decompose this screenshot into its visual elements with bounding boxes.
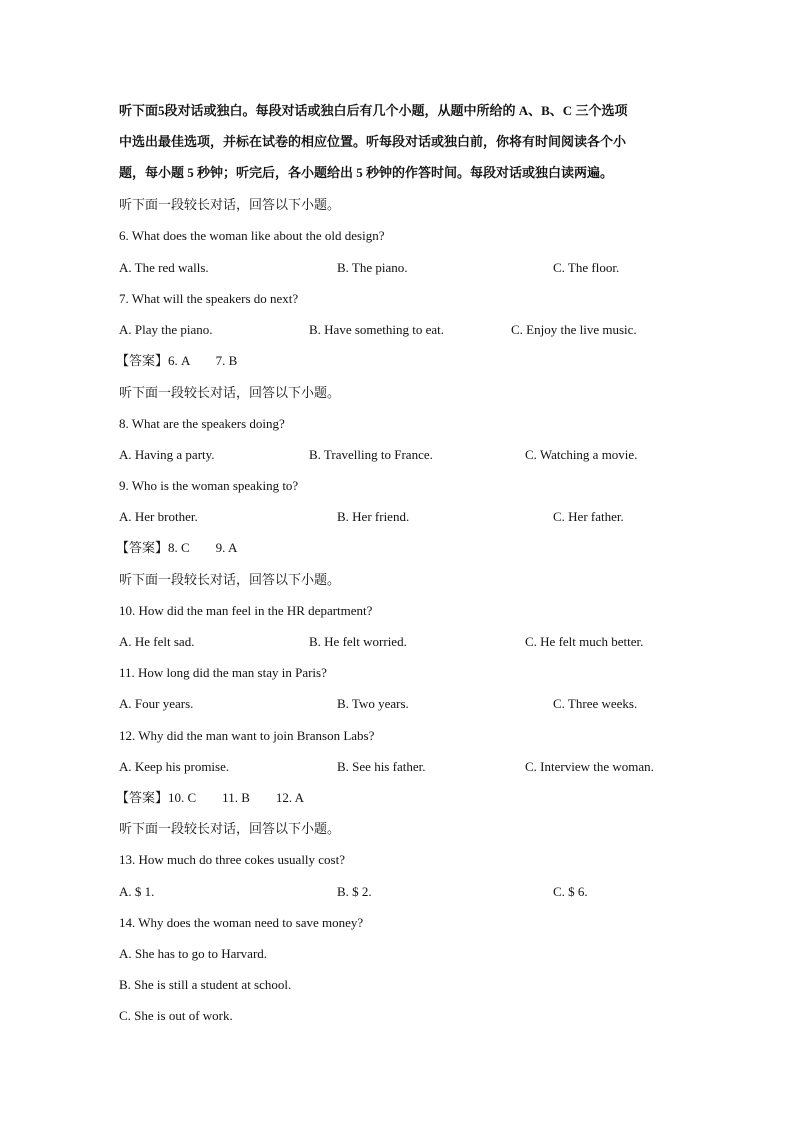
section-2-intro: 听下面一段较长对话，回答以下小题。 xyxy=(119,385,341,400)
question-6-option-b: B. The piano. xyxy=(337,260,408,275)
question-11-option-c: C. Three weeks. xyxy=(553,696,638,711)
question-9-option-a: A. Her brother. xyxy=(119,509,198,524)
question-7-option-c: C. Enjoy the live music. xyxy=(511,322,637,337)
section-3-answer: 【答案】10. C 11. B 12. A xyxy=(116,790,305,805)
question-13-option-c: C. $ 6. xyxy=(553,884,588,899)
question-12-option-b: B. See his father. xyxy=(337,759,426,774)
question-9-option-b: B. Her friend. xyxy=(337,509,410,524)
question-10-stem: 10. How did the man feel in the HR department? xyxy=(119,603,373,618)
question-11-option-a: A. Four years. xyxy=(119,696,194,711)
question-7-stem: 7. What will the speakers do next? xyxy=(119,291,299,306)
question-14-option-a: A. She has to go to Harvard. xyxy=(119,946,268,961)
instructions-line-3: 题，每小题 5 秒钟；听完后，各小题给出 5 秒钟的作答时间。每段对话或独白读两遍。 xyxy=(119,165,614,180)
section-1-intro: 听下面一段较长对话，回答以下小题。 xyxy=(119,197,341,212)
question-9-option-c: C. Her father. xyxy=(553,509,624,524)
question-8-option-b: B. Travelling to France. xyxy=(309,447,433,462)
question-9-stem: 9. Who is the woman speaking to? xyxy=(119,478,299,493)
question-10-option-b: B. He felt worried. xyxy=(309,634,407,649)
question-6-option-c: C. The floor. xyxy=(553,260,620,275)
question-6-option-a: A. The red walls. xyxy=(119,260,209,275)
question-12-option-c: C. Interview the woman. xyxy=(525,759,654,774)
instructions-line-1: 听下面5段对话或独白。每段对话或独白后有几个小题，从题中所给的 A、B、C 三个选项 xyxy=(119,103,628,118)
question-11-option-b: B. Two years. xyxy=(337,696,409,711)
question-12-option-a: A. Keep his promise. xyxy=(119,759,230,774)
question-8-option-c: C. Watching a movie. xyxy=(525,447,638,462)
question-6-stem: 6. What does the woman like about the old design? xyxy=(119,228,385,243)
question-10-option-c: C. He felt much better. xyxy=(525,634,644,649)
question-8-option-a: A. Having a party. xyxy=(119,447,215,462)
question-10-option-a: A. He felt sad. xyxy=(119,634,195,649)
question-7-option-b: B. Have something to eat. xyxy=(309,322,445,337)
question-14-option-b: B. She is still a student at school. xyxy=(119,977,292,992)
question-13-option-b: B. $ 2. xyxy=(337,884,372,899)
question-13-option-a: A. $ 1. xyxy=(119,884,155,899)
section-2-answer: 【答案】8. C 9. A xyxy=(116,540,238,555)
section-4-intro: 听下面一段较长对话，回答以下小题。 xyxy=(119,821,341,836)
question-14-stem: 14. Why does the woman need to save money? xyxy=(119,915,364,930)
question-12-stem: 12. Why did the man want to join Branson Labs? xyxy=(119,728,375,743)
instructions-line-2: 中选出最佳选项，并标在试卷的相应位置。听每段对话或独白前，你将有时间阅读各个小 xyxy=(119,134,627,149)
section-3-intro: 听下面一段较长对话，回答以下小题。 xyxy=(119,572,341,587)
question-7-option-a: A. Play the piano. xyxy=(119,322,213,337)
question-13-stem: 13. How much do three cokes usually cost? xyxy=(119,852,346,867)
question-8-stem: 8. What are the speakers doing? xyxy=(119,416,285,431)
question-14-option-c: C. She is out of work. xyxy=(119,1008,233,1023)
question-11-stem: 11. How long did the man stay in Paris? xyxy=(119,665,327,680)
section-1-answer: 【答案】6. A 7. B xyxy=(116,353,238,368)
